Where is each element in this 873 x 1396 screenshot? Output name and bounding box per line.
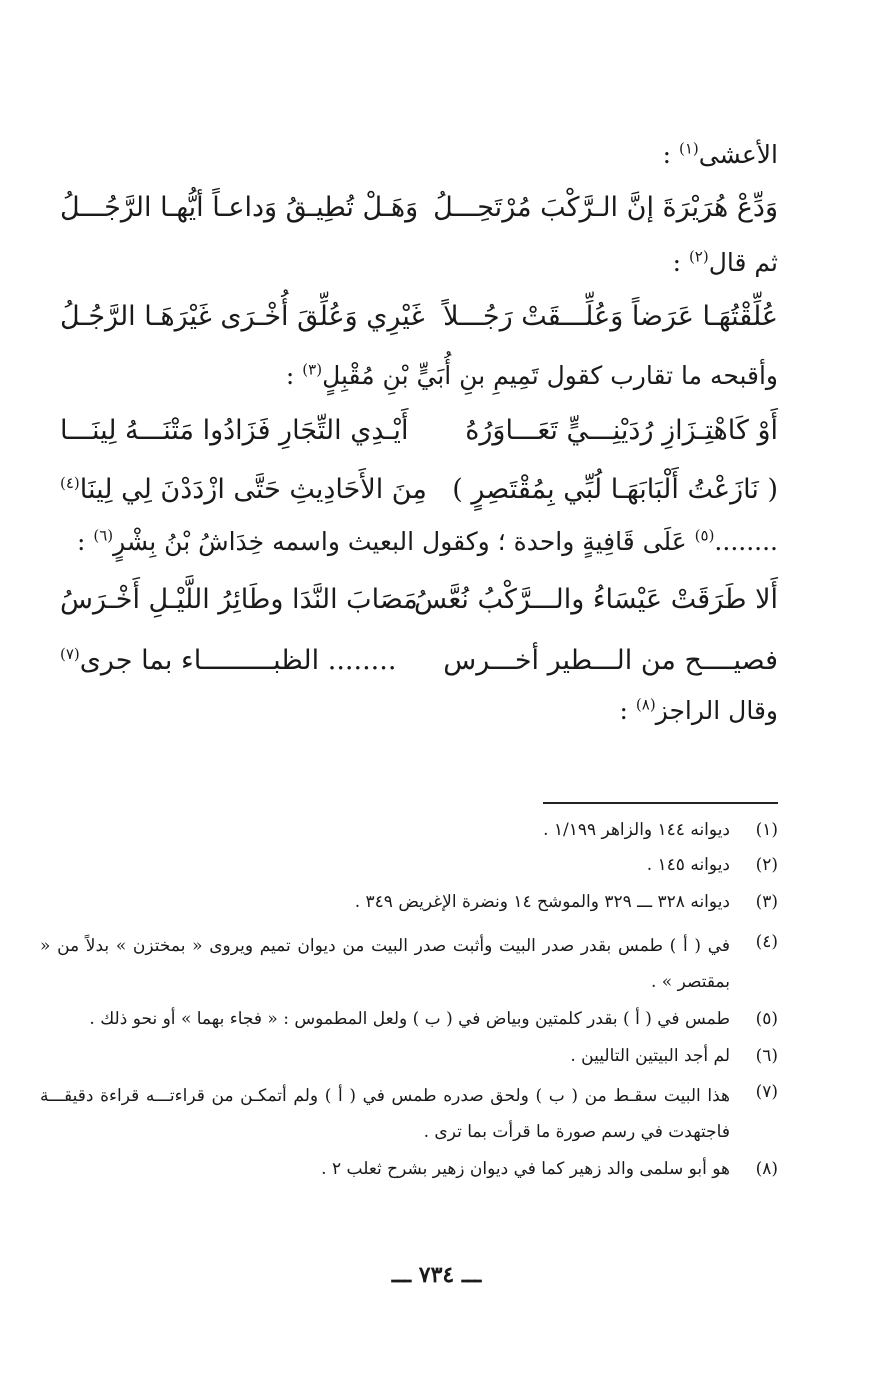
- qafiya-dots: ........: [714, 527, 778, 556]
- colon: :: [672, 248, 689, 277]
- verse-6-first-hemistich: فصيــــح من الـــطير أخـــرس: [443, 645, 778, 676]
- footnote-text: ديوانه ١٤٥ .: [646, 855, 730, 875]
- footnote-text: ديوانه ٣٢٨ ـــ ٣٢٩ والموشح ١٤ ونضرة الإغريض ٣٤٩ .: [354, 892, 730, 912]
- verse-5-first-hemistich: أَلا طَرَقَتْ عَيْسَاءُ والـــرَّكْبُ نُعَّسُ: [413, 584, 778, 615]
- verse-6: [60, 636, 778, 686]
- footnote-number: (٨): [755, 1159, 778, 1179]
- footnote-ref-3: (٣): [302, 360, 323, 379]
- verse-4-first-hemistich: ( نَازَعْتُ أَلْبَابَهَـا لُبِّي بِمُقْتَصِرٍ ): [452, 474, 778, 505]
- footnote-text: هو أبو سلمى والد زهير كما في ديوان زهير بشرح ثعلب ٢ .: [321, 1159, 730, 1179]
- thumma-qala-text: ثم قال: [708, 248, 778, 277]
- verse-4-second-text: مِنَ الأَحَادِيثِ حَتَّى ازْدَدْنَ لِي لِينَا: [79, 474, 427, 505]
- qala-rajiz-line: [620, 693, 778, 729]
- footnote-ref-8: (٨): [635, 695, 656, 714]
- footnote-text: لم أجد البيتين التاليين .: [570, 1046, 730, 1066]
- verse-1-first-hemistich: وَدِّعْ هُرَيْرَةَ إنَّ الـرَّكْبَ مُرْتَحِـــلُ: [433, 192, 778, 223]
- aqbahuhu-text: وأقبحه ما تقارب كقول تَمِيمِ بنِ أُبَيٍّ بْنِ مُقْبِلٍ: [322, 361, 778, 390]
- footnote-number: (٧): [755, 1082, 778, 1102]
- footnote-ref-2: (٢): [688, 247, 709, 266]
- verse-1-second-hemistich: وَهَـلْ تُطِيـقُ وَداعـاً أيُّهـا الرَّجُـــلُ: [60, 192, 419, 223]
- footnote-ref-7: (٧): [60, 645, 80, 663]
- footnote-ref-6: (٦): [93, 526, 114, 545]
- verse-3: [60, 406, 778, 456]
- verse-1: [60, 183, 778, 233]
- footnote-text: طمس في ( أ ) بقدر كلمتين وبياض في ( ب ) ولعل المطموس : « فجاء بهما » أو نحو ذلك .: [89, 1009, 730, 1029]
- footnote-number: (١): [755, 820, 778, 840]
- verse-3-first-hemistich: أَوْ كَاهْتِـزَازِ رُدَيْنِـــيٍّ تَعَـــاوَرُهُ: [465, 415, 778, 446]
- verse-2-first-hemistich: عُلِّقْتُهَـا عَرَضاً وَعُلِّـــقَتْ رَجُـــلاً: [443, 301, 778, 332]
- aqbahuhu-line: [286, 358, 778, 394]
- qafiya-text: عَلَى قَافِيةٍ واحدة ؛ وكقول البعيث واسمه خِدَاشُ بْنُ بِشْرٍ: [113, 527, 687, 556]
- colon: :: [77, 527, 94, 556]
- footnote-ref-1: (١): [678, 139, 699, 158]
- footnote-number: (٥): [755, 1009, 778, 1029]
- footnote-separator: [543, 802, 778, 804]
- verse-6-second-hemistich: [60, 636, 396, 686]
- verse-5-second-hemistich: مَصَابَ النَّدَا وطَائِرُ اللَّيْـلِ أَخْـرَسُ: [60, 584, 418, 615]
- intro-asha-line: [663, 137, 778, 173]
- verse-3-second-hemistich: أَيْـدِي التِّجَارِ فَزَادُوا مَتْنَـــهُ لِينَـــا: [60, 415, 409, 446]
- verse-6-second-text: ........ الظبـــــــــاء بما جرى: [79, 645, 397, 676]
- verse-4: [60, 465, 778, 515]
- qafiya-line: [60, 524, 778, 560]
- verse-5: [60, 575, 778, 625]
- footnote-number: (٣): [755, 892, 778, 912]
- qala-rajiz-text: وقال الراجز: [655, 696, 778, 725]
- verse-2: [60, 292, 778, 342]
- colon: :: [619, 696, 636, 725]
- footnote-text: هذا البيت سقـط من ( ب ) ولحق صدره طمس في ( أ ) ولم أتمكـن من قراءتـــه قراءة دقيقـــة فاجتهدت في رسم صورة ما قرأت بما ترى .: [40, 1086, 730, 1142]
- page-number: ـــ ٧٣٤ ـــ: [391, 1262, 482, 1288]
- verse-4-second-hemistich: [60, 465, 427, 515]
- colon: :: [662, 140, 679, 169]
- footnote-ref-5: (٥): [694, 526, 715, 545]
- footnote-number: (٦): [755, 1046, 778, 1066]
- footnote-text: في ( أ ) طمس بقدر صدر البيت وأثبت صدر البيت من ديوان تميم ويروى « بمختزن » بدلاً من « بمقتصر » .: [40, 936, 730, 992]
- footnote-ref-4: (٤): [60, 474, 80, 492]
- footnote-number: (٤): [755, 932, 778, 952]
- footnote-number: (٢): [755, 855, 778, 875]
- thumma-qala-line: [673, 245, 778, 281]
- intro-asha-text: الأعشى: [698, 140, 778, 169]
- footnote-text: ديوانه ١٤٤ والزاهر ١/١٩٩ .: [543, 820, 730, 840]
- colon: :: [285, 361, 303, 390]
- verse-2-second-hemistich: غَيْرِي وَعُلِّقَ أُخْـرَى غَيْرَهَـا الرَّجُـلُ: [60, 301, 425, 332]
